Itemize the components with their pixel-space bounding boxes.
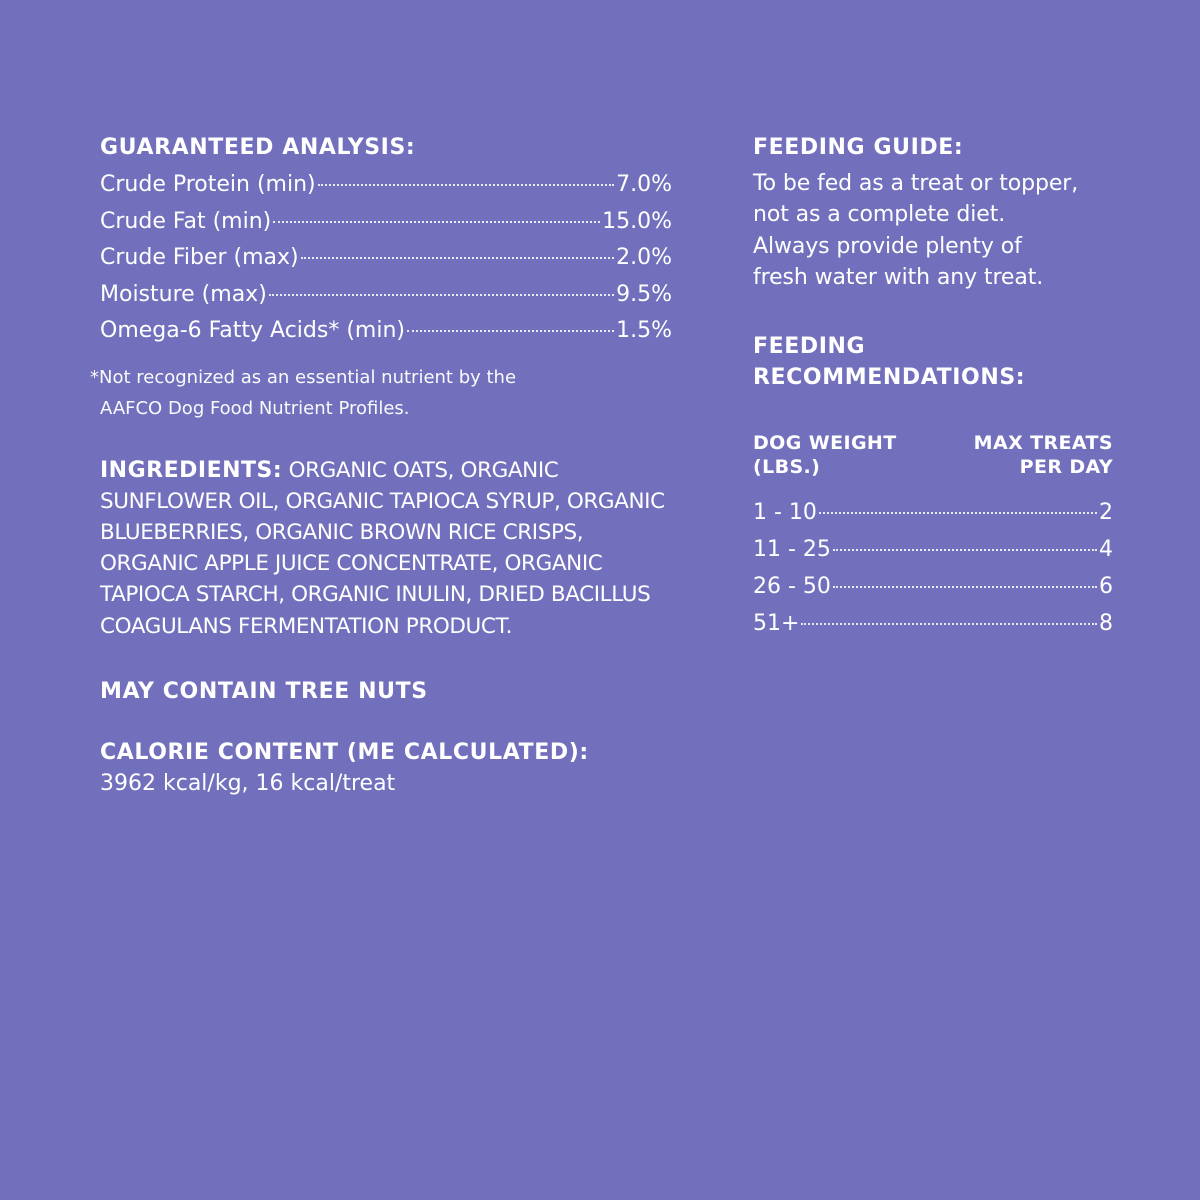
dog-weight: 26 - 50 (753, 573, 831, 599)
col-header-dog-weight (753, 431, 897, 479)
col-header-line: MAX TREATS (973, 432, 1113, 455)
allergen-warning: MAY CONTAIN TREE NUTS (100, 678, 428, 704)
analysis-row (100, 240, 672, 277)
table-row (753, 495, 1113, 532)
dot-leader (273, 221, 600, 223)
guaranteed-analysis-list (100, 167, 672, 350)
calorie-value: 3962 kcal/kg, 16 kcal/treat (100, 770, 396, 796)
analysis-value: 1.5% (616, 318, 672, 343)
recommendations-table-header (753, 431, 1113, 479)
heading-line: RECOMMENDATIONS: (753, 365, 1026, 391)
dot-leader (819, 512, 1097, 514)
ingredients-label: INGREDIENTS: (100, 457, 283, 483)
recommendations-table (753, 495, 1113, 642)
col-header-line: PER DAY (1019, 456, 1113, 479)
feeding-guide-heading: FEEDING GUIDE: (753, 135, 964, 160)
dog-weight: 11 - 25 (753, 536, 831, 562)
dog-weight: 1 - 10 (753, 500, 817, 526)
guaranteed-analysis-heading: GUARANTEED ANALYSIS: (100, 135, 416, 160)
right-column (753, 132, 1125, 642)
col-header-max-treats (974, 431, 1113, 479)
feeding-guide-line: Always provide plenty of (753, 233, 1022, 259)
analysis-footnote (90, 362, 672, 424)
analysis-label: Moisture (max) (100, 281, 267, 307)
max-treats: 8 (1099, 610, 1113, 636)
ingredients-block (100, 455, 672, 642)
analysis-label: Crude Fiber (max) (100, 245, 299, 270)
ingredients-text: ORGANIC OATS, ORGANIC SUNFLOWER OIL, ORGANIC TAPIOCA SYRUP, ORGANIC BLUEBERRIES, ORGANIC BROWN RICE CRISPS, ORGANIC APPLE JUICE CONCENTRATE, ORGANIC TAPIOCA STARCH, ORGANIC INULIN, DRIED BACILLUS COAGULANS FERMENTATION PRODUCT. (100, 457, 665, 639)
dot-leader (833, 549, 1097, 551)
dot-leader (801, 623, 1097, 625)
table-row (753, 532, 1113, 569)
heading-line: FEEDING (753, 334, 866, 360)
dot-leader (833, 586, 1097, 588)
analysis-row (100, 313, 672, 350)
analysis-value: 15.0% (602, 208, 672, 234)
analysis-row (100, 167, 672, 204)
feeding-guide-line: fresh water with any treat. (753, 264, 1044, 290)
feeding-recommendations (753, 331, 1125, 642)
left-column (90, 132, 672, 799)
dot-leader (407, 330, 614, 332)
feeding-recommendations-heading (753, 331, 1125, 393)
footnote-line: *Not recognized as an essential nutrient by the (90, 366, 517, 388)
analysis-row (100, 277, 672, 314)
analysis-label: Crude Fat (min) (100, 208, 272, 234)
max-treats: 6 (1099, 573, 1113, 599)
feeding-guide-text (753, 168, 1125, 293)
col-header-line: DOG WEIGHT (753, 432, 897, 455)
analysis-row (100, 204, 672, 241)
analysis-value: 7.0% (616, 172, 672, 197)
max-treats: 4 (1099, 536, 1113, 562)
calorie-block (100, 737, 672, 799)
analysis-value: 2.0% (616, 245, 672, 270)
dot-leader (318, 184, 614, 186)
table-row (753, 569, 1113, 606)
max-treats: 2 (1099, 500, 1113, 526)
analysis-value: 9.5% (616, 281, 672, 307)
dot-leader (269, 294, 614, 296)
footnote-line: AAFCO Dog Food Nutrient Profiles. (100, 397, 410, 419)
feeding-guide-line: not as a complete diet. (753, 202, 1006, 228)
dog-weight: 51+ (753, 610, 800, 636)
dot-leader (301, 257, 614, 259)
calorie-heading: CALORIE CONTENT (ME CALCULATED): (100, 739, 589, 765)
analysis-label: Omega-6 Fatty Acids* (min) (100, 318, 405, 343)
table-row (753, 606, 1113, 643)
analysis-label: Crude Protein (min) (100, 172, 316, 197)
col-header-line: (LBS.) (753, 456, 821, 479)
feeding-guide-line: To be fed as a treat or topper, (753, 171, 1079, 196)
